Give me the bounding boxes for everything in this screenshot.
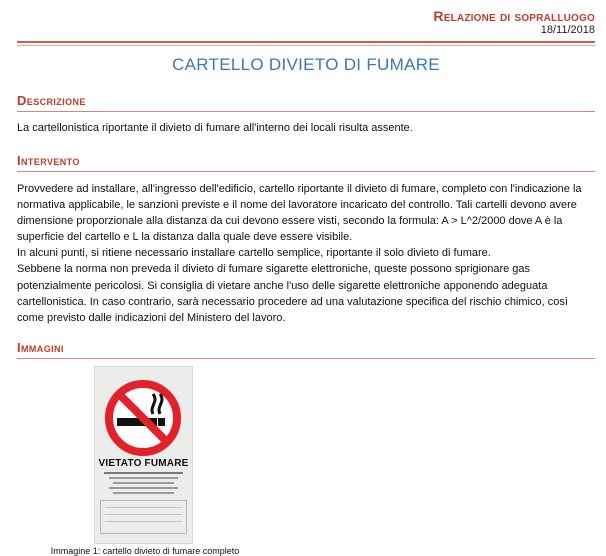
section-immagini: [17, 340, 595, 359]
descrizione-paragraph: La cartellonistica riportante il divieto di fumare all'interno dei locali risulta assente.: [17, 122, 413, 134]
intervento-paragraph-2: In alcuni punti, si ritiene necessario installare cartello semplice, riportante il solo divieto di fumare.: [17, 247, 491, 260]
header-divider: [17, 41, 595, 43]
sign-fine-print: [100, 472, 187, 497]
image-caption: Immagine 1: cartello divieto di fumare completo: [50, 546, 240, 556]
section-intervento: [17, 153, 595, 326]
section-heading-descrizione: Descrizione: [17, 93, 595, 112]
header-divider-thin: [17, 45, 595, 46]
document-title: CARTELLO DIVIETO DI FUMARE: [172, 55, 440, 74]
section-heading-immagini: Immagini: [17, 340, 595, 359]
report-title: Relazione di sopralluogo: [433, 8, 595, 24]
sign-text: VIETATO FUMARE: [98, 458, 189, 469]
no-smoking-icon: [103, 378, 183, 458]
report-header: [433, 8, 595, 37]
no-smoking-sign-photo: [94, 366, 193, 544]
intervento-paragraph-3: Sebbene la norma non preveda il divieto di fumare sigarette elettroniche, queste possono sprigionare gas potenzialmente pericolosi. Si consiglia di vietare anche l'uso delle sigarette elettroniche apponendo adeguata cartellonistica. In caso contrario, sarà necessario procedere ad una valutazione specifica del rischio chimico, così come previsto dalle indicazioni del Ministero del lavoro.: [17, 263, 568, 324]
sign-form-box: [100, 500, 187, 534]
report-date: 18/11/2018: [540, 24, 595, 36]
section-descrizione: [17, 93, 595, 136]
intervento-paragraph-1: Provvedere ad installare, all'ingresso dell'edificio, cartello riportante il divieto di fumare, completo con l'indicazione la normativa applicabile, le sanzioni previste e il nome del lavoratore incaricato del controllo. Tali cartelli devono avere dimensione proporzionale alla distanza da cui devono essere visti, secondo la formula: A > L^2/2000 dove A è la superficie del cartello e L la distanza dalla quale deve essere visibile.: [17, 183, 582, 244]
section-heading-intervento: Intervento: [17, 153, 595, 172]
